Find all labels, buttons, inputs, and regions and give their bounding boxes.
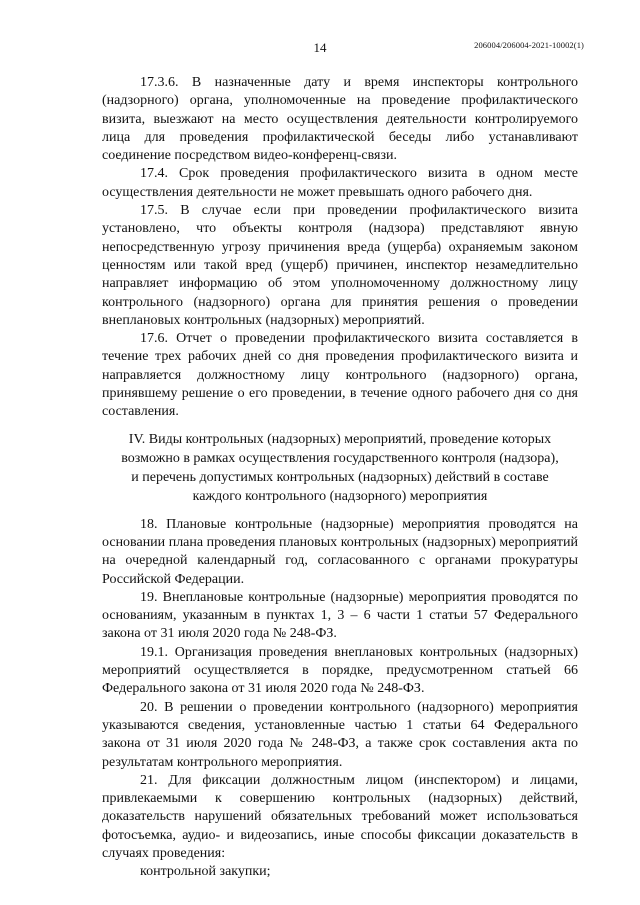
section-heading-line: каждого контрольного (надзорного) мероприятия <box>192 488 488 504</box>
paragraph-20: 20. В решении о проведении контрольного (надзорного) мероприятия указываются сведения, установленные частью 1 статьи 64 Федерального закона от 31 июля 2020 года № 248-ФЗ, а также срок составления акта по результатам контрольного мероприятия. <box>102 699 578 770</box>
list-item: контрольной закупки; <box>140 864 271 880</box>
section-heading-line: возможно в рамках осуществления государственного контроля (надзора), <box>121 450 559 466</box>
paragraph-17-3-6: 17.3.6. В назначенные дату и время инспекторы контрольного (надзорного) органа, уполномоченные на проведение профилактического визита, выезжают на место осуществления деятельности контролируемого лица для проведения профилактической беседы либо устанавливают соединение посредством видео-конференц-связи. <box>102 75 578 164</box>
document-code: 206004/206004-2021-10002(1) <box>474 40 584 50</box>
paragraph-19: 19. Внеплановые контрольные (надзорные) мероприятия проводятся по основаниям, указанным в пунктах 1, 3 – 6 части 1 статьи 57 Федерального закона от 31 июля 2020 года № 248-ФЗ. <box>102 589 578 642</box>
paragraph-17-4: 17.4. Срок проведения профилактического визита в одном месте осуществления деятельности не может превышать одного рабочего дня. <box>102 166 578 200</box>
paragraph-17-5: 17.5. В случае если при проведении профилактического визита установлено, что объекты контроля (надзора) представляют явную непосредственную угрозу причинения вреда (ущерба) охраняемым законом ценностям или такой вред (ущерб) причинен, инспектор незамедлительно направляет информацию об этом уполномоченному должностному лицу контрольного (надзорного) органа для принятия решения о проведении внеплановых контрольных (надзорных) мероприятий. <box>102 203 578 328</box>
section-heading <box>102 430 578 506</box>
section-heading-line: IV. Виды контрольных (надзорных) мероприятий, проведение которых <box>128 431 552 447</box>
document-body <box>102 74 578 882</box>
paragraph-17-6: 17.6. Отчет о проведении профилактического визита составляется в течение трех рабочих дней со дня проведения профилактического визита и направляется должностному лицу контрольного (надзорного) органа, принявшему решение о его проведении, в течение одного рабочего дня со дня составления. <box>102 331 578 420</box>
paragraph-18: 18. Плановые контрольные (надзорные) мероприятия проводятся на основании плана проведения плановых контрольных (надзорных) мероприятий на очередной календарный год, согласованного с органами прокуратуры Российской Федерации. <box>102 516 578 587</box>
paragraph-19-1: 19.1. Организация проведения внеплановых контрольных (надзорных) мероприятий осуществляется в порядке, предусмотренном статьей 66 Федерального закона от 31 июля 2020 года № 248-ФЗ. <box>102 644 578 697</box>
section-heading-line: и перечень допустимых контрольных (надзорных) действий в составе <box>131 469 549 485</box>
page-number: 14 <box>313 40 327 55</box>
paragraph-21: 21. Для фиксации должностным лицом (инспектором) и лицами, привлекаемыми к совершению контрольных (надзорных) действий, доказательств нарушений обязательных требований может использоваться фотосъемка, аудио- и видеозапись, иные способы фиксации доказательств в случаях проведения: <box>102 772 578 861</box>
